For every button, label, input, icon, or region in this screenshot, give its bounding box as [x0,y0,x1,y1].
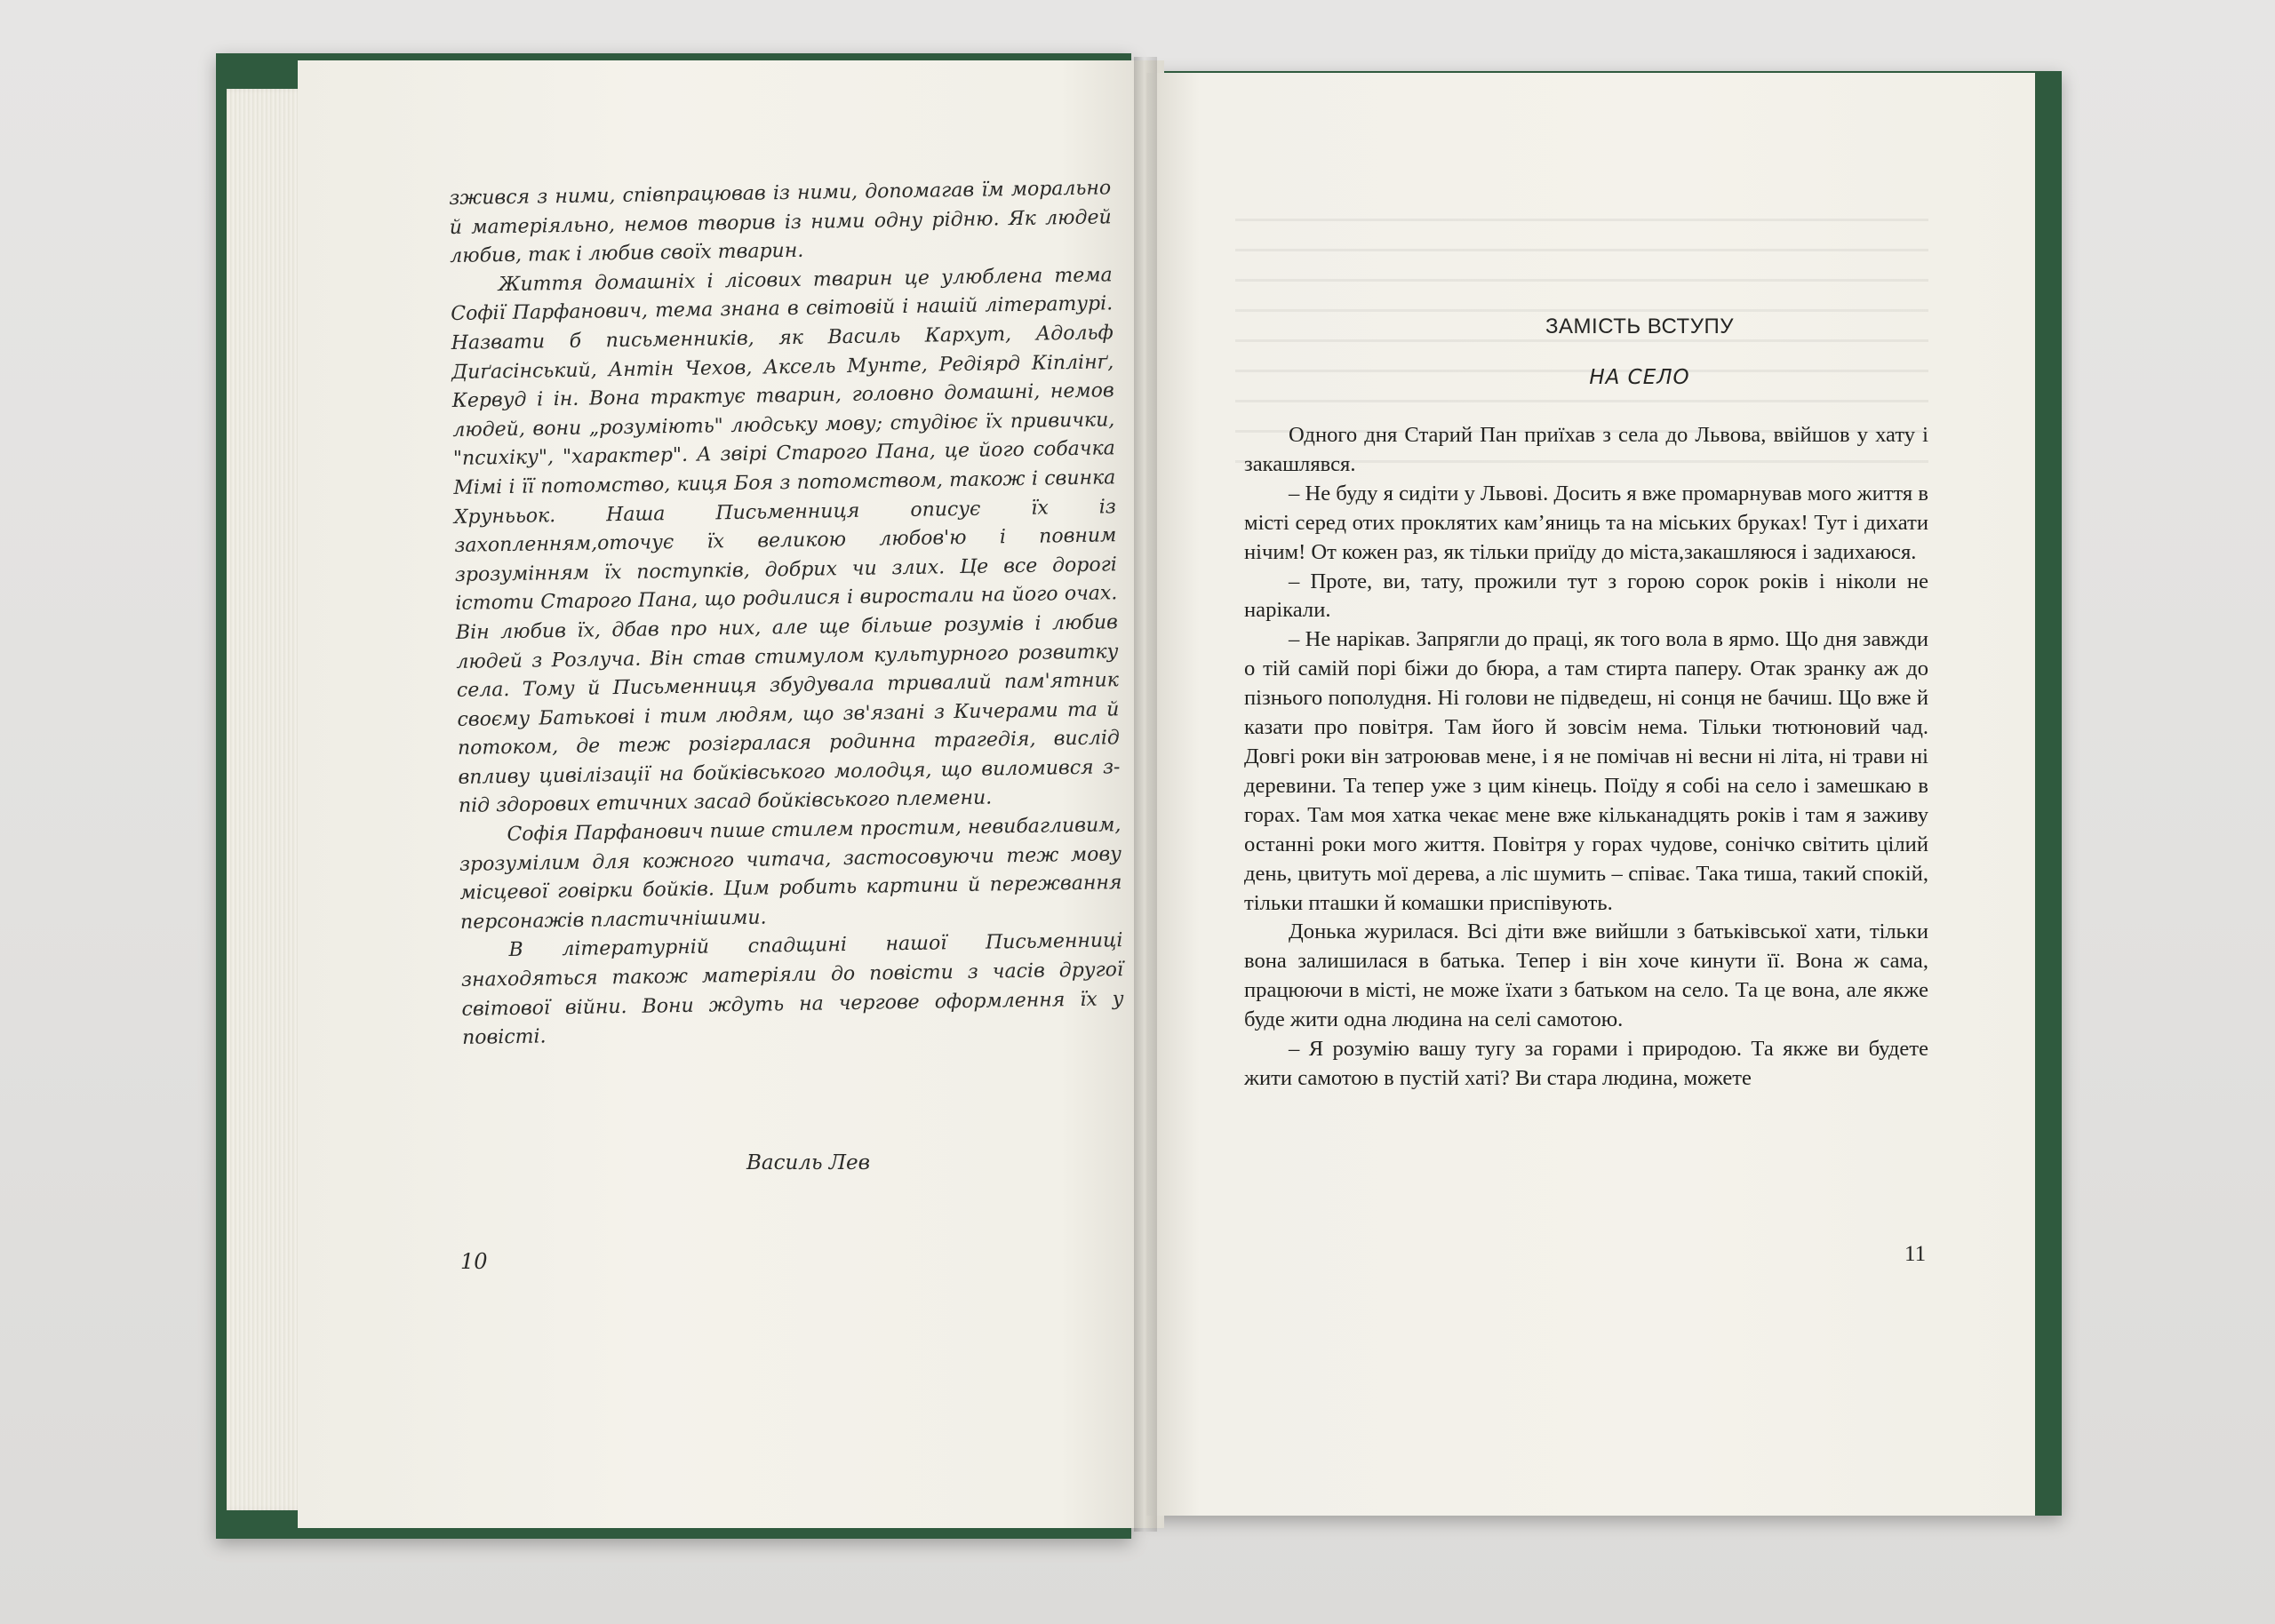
author-signature: Василь Лев [746,1151,870,1174]
page-number-left: 10 [460,1249,488,1274]
right-paragraph: Одного дня Старий Пан приїхав з села до Львова, ввійшов у хату і закашлявся. [1244,423,1928,476]
left-paragraph: Софія Парфанович пише стилем простим, невибагливим, зрозумілим для кожного читача, застосовуючи теж мову місцевої говірки бойків. Цим робить картини й пережвання персонажів пластичнішими. [459,814,1122,934]
left-page-text [449,174,1124,1053]
left-paragraph: Життя домашніх і лісових тварин це улюблена тема Софії Парфанович, тема знана в світовій і нашій літературі. Назвати б письменників, як Василь Кархут, Адольф Диґасінський, Антін Чехов, Аксель Мунте, Редіярд Кіплінґ, Кервуд і ін. Вона трактує тварин, головно домашні, немов людей, вони „розуміють" людську мову; студіює їх привички, "психіку", "характер". А звірі Старого Пана, це його собачка Мімі і її потомство, киця Боя з потомством, також і свинка Хрунььок. Наша Письменниця описує їх із захопленням,оточує їх великою любов'ю і повним зрозумінням їх поступків, добрих чи злих. Це все дорогі істоти Старого Пана, що родилися і виростали на його очах. Він любив їх, дбав про них, але ще більше розумів і любив людей з Розлуча. Він став стимулом культурного розвитку села. Тому й Письменниця збудувала тривалий пам'ятник своєму Батькові і тим людям, що зв'язані з Кичерами та й потоком, де теж розігралася родинна трагедія, вислід впливу цивілізації на бойківського молодця, що виломився з-під здорових етичних засад бойківського племени. [451,264,1121,818]
left-paragraph: зжився з ними, співпрацював із ними, допомагав їм морально й матеріяльно, немов творив із ними одну рідню. Як людей любив, так і любив своїх тварин. [449,177,1112,268]
right-paragraph: – Проте, ви, тату, прожили тут з горою сорок років і ніколи не нарікали. [1244,569,1928,623]
right-page-text [1244,421,1928,1094]
right-paragraph: – Не буду я сидіти у Львові. Досить я вже промарнував мого життя в місті серед отих проклятих кам’яниць та на міських бруках! Тут і дихати нічим! От кожен раз, як тільки приїду до міста,закашляюся і задихаюся. [1244,481,1928,564]
right-paragraph: Донька журилася. Всі діти вже вийшли з батьківської хати, тільки вона залишилася в батька. Тепер і він хоче кинути її. Вона ж сама, працюючи в місті, не може їхати з батьком на село. Та це вона, але якже буде жити одна людина на селі самотою. [1244,919,1928,1032]
left-paragraph: В літературній спадщині нашої Письменниці знаходяться також матеріяли до повісти з часів другої світової війни. Вони ждуть на черговe оформлення їх у повісті. [460,929,1124,1050]
book-gutter [1134,57,1157,1532]
chapter-subtitle: НА СЕЛО [1589,366,1690,389]
left-page [298,60,1164,1528]
right-paragraph: – Не нарікав. Запрягли до праці, як того вола в ярмо. Що дня завжди о тій самій порі біжи до бюра, а там стирта паперу. Отак зранку аж до пізнього пополудня. Ні голови не підведеш, ні сонця не бачиш. Що вже й казати про повітря. Там його й зовсім нема. Тільки тютюновий чад. Довгі роки він затроював мене, і я не помічав ні весни ні літа, ні трави ні деревини. Та тепер уже з цим кінець. Поїду я собі на село і замешкаю в горах. Там моя хатка чекає мене вже кільканадцять років і там я заживу останні роки мого життя. Повітря у горах чудове, сонічко світить цілий день, цвитуть мої дерева, а ліс шумить – співає. Така тиша, такий спокій, тільки пташки й комашки приспівують. [1244,627,1928,915]
page-number-right: 11 [1904,1242,1927,1266]
chapter-title: ЗАМІСТЬ ВСТУПУ [1545,314,1734,338]
right-paragraph: – Я розумію вашу тугу за горами і природою. Та якже ви будете жити самотою в пустій хаті? Ви стара людина, можете [1244,1037,1928,1090]
right-page [1146,73,2035,1516]
